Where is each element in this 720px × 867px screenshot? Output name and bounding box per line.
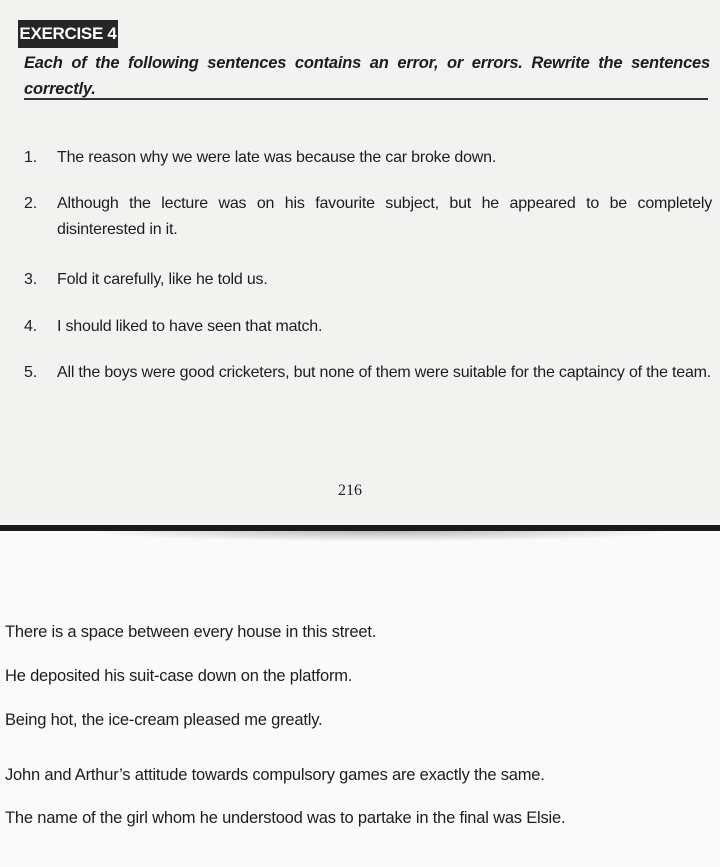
sentence: John and Arthur’s attitude towards compulsory games are exactly the same. [5,766,545,784]
item-text: The reason why we were late was because the car broke down. [57,149,497,166]
item-number: 5. [24,364,37,381]
item-text: Although the lecture was on his favourite subject, but he appeared to be completely disinterested in it. [57,195,712,238]
sentence: There is a space between every house in this street. [5,623,377,641]
item-number: 4. [24,318,37,335]
exercise-item [24,267,712,293]
item-text: I should liked to have seen that match. [57,318,323,335]
item-number: 3. [24,271,37,288]
page-shadow [100,531,660,541]
sentence: Being hot, the ice-cream pleased me greatly. [5,711,323,729]
item-number: 2. [24,195,37,212]
sentence: The name of the girl whom he understood was to partake in the final was Elsie. [5,809,566,827]
sentence: He deposited his suit-case down on the platform. [5,667,353,685]
exercise-item [24,360,712,386]
exercise-instruction: Each of the following sentences contains an error, or errors. Rewrite the sentences correctly. [24,54,710,98]
item-text: All the boys were good cricketers, but none of them were suitable for the captaincy of the team. [57,364,712,381]
exercise-item [24,314,712,340]
exercise-item [24,145,712,171]
item-number: 1. [24,149,37,166]
exercise-heading: EXERCISE 4 [18,20,118,48]
exercise-item [24,191,712,243]
heading-rule [24,98,708,100]
page-number: 216 [338,482,362,499]
item-text: Fold it carefully, like he told us. [57,271,268,288]
